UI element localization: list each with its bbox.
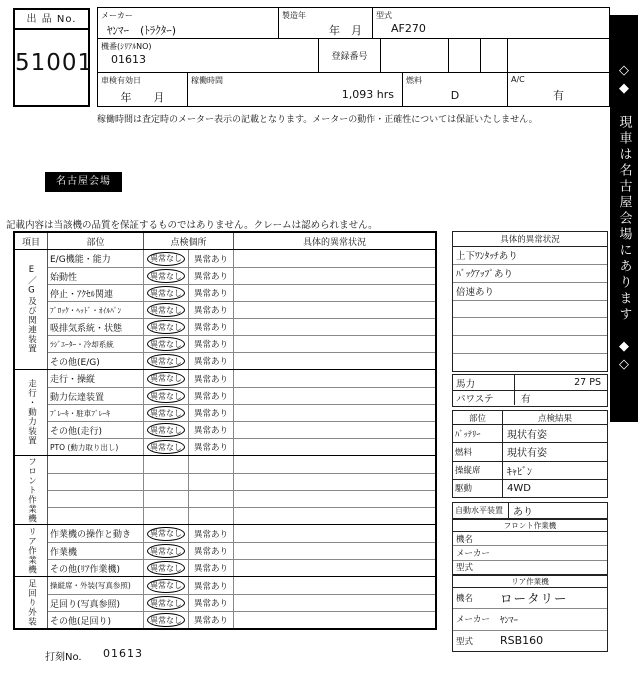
abnormal-status-cell — [234, 456, 435, 473]
no-abnormality-cell — [144, 285, 189, 301]
parts-row-fuel — [453, 442, 607, 460]
inspection-row — [48, 490, 435, 507]
part-name-cell: 足回り(写真参照) — [48, 595, 144, 611]
inspection-group-label — [15, 370, 48, 455]
horsepower-value: 27 PS — [574, 377, 601, 388]
inspection-row — [48, 404, 435, 421]
inspection-group-rows — [48, 577, 435, 628]
header-item: 項目 — [15, 233, 48, 249]
inspection-group — [15, 369, 435, 455]
part-name-cell: その他(走行) — [48, 422, 144, 438]
fuel-cell — [403, 73, 508, 106]
auto-level-value: あり — [513, 507, 533, 518]
part-name-cell — [48, 456, 144, 473]
header-checkpoint: 点検個所 — [144, 233, 234, 249]
parts-row-battery — [453, 425, 607, 442]
no-abnormality-circled-mark: 異常なし — [147, 406, 185, 420]
ac-value: 有 — [553, 89, 564, 102]
abnormality-cell — [189, 474, 234, 490]
no-abnormality-cell — [144, 388, 189, 404]
inspection-group-rows — [48, 525, 435, 576]
parts-header-result: 点検結果 — [537, 413, 572, 424]
part-name-cell: ﾗｼﾞｴｰﾀｰ・冷却系統 — [48, 336, 144, 352]
parts-condition-header — [453, 411, 607, 425]
no-abnormality-cell — [144, 595, 189, 611]
no-abnormality-cell — [144, 439, 189, 455]
hours-label: 稼働時間 — [191, 76, 223, 85]
part-name-cell: PTO (動力取り出し) — [48, 439, 144, 455]
part-name-cell: 動力伝達装置 — [48, 388, 144, 404]
no-abnormality-circled-mark: 異常なし — [147, 389, 185, 403]
front-implement-maker-row — [453, 545, 607, 559]
machine-info-table — [97, 7, 610, 107]
power-steering-row — [453, 390, 607, 405]
rear-maker-label: メーカー — [456, 615, 490, 626]
abnormality-cell: 異常あり — [189, 268, 234, 284]
abnormal-status-cell — [234, 250, 435, 267]
inspection-row — [48, 284, 435, 301]
inspection-row — [48, 421, 435, 438]
abnormal-status-cell — [234, 388, 435, 404]
inspection-row — [48, 352, 435, 369]
abnormal-status-cell — [234, 491, 435, 507]
front-implement-model-row — [453, 560, 607, 574]
model-cell — [373, 8, 609, 38]
rear-model-value: RSB160 — [500, 634, 544, 648]
inspection-group-label — [15, 456, 48, 524]
no-abnormality-circled-mark: 異常なし — [147, 303, 185, 317]
auto-level-label: 自動水平装置 — [453, 503, 509, 518]
hours-value: 1,093 hrs — [341, 88, 394, 101]
hours-cell — [188, 73, 403, 106]
abnormal-status-cell — [234, 595, 435, 611]
abnormal-status-cell — [234, 474, 435, 490]
inspection-group — [15, 250, 435, 369]
abnormality-cell — [189, 491, 234, 507]
ac-label: A/C — [511, 75, 525, 84]
cab-label: 操縦席 — [453, 462, 503, 479]
drive-label: 駆動 — [453, 480, 503, 497]
registration-cell — [319, 39, 381, 72]
machine-info-row-2 — [98, 38, 609, 72]
no-abnormality-cell — [144, 491, 189, 507]
rear-name-value: ロータリー — [500, 591, 568, 607]
inspection-table — [13, 231, 437, 630]
model-value: AF270 — [391, 22, 426, 35]
machine-info-row-1 — [98, 8, 609, 38]
inspection-row — [48, 542, 435, 559]
inspection-group-label-text: 走行・動力装置 — [26, 379, 37, 446]
abnormal-item — [453, 335, 607, 353]
maker-value: ﾔﾝﾏｰ (ﾄﾗｸﾀｰ) — [107, 24, 177, 37]
abnormality-cell: 異常あり — [189, 422, 234, 438]
inspection-group-label — [15, 525, 48, 576]
horsepower-label: 馬力 — [453, 375, 515, 390]
mfg-year-label: 製造年 — [282, 11, 306, 20]
abnormality-cell: 異常あり — [189, 353, 234, 369]
abnormality-cell — [189, 508, 234, 524]
inspection-row — [48, 456, 435, 473]
fuel-part-label: 燃料 — [453, 443, 503, 460]
meter-note: 稼働時間は査定時のメーター表示の記載となります。メーターの動作・正確性については保証いたしません。 — [97, 115, 538, 125]
abnormality-cell: 異常あり — [189, 439, 234, 455]
no-abnormality-circled-mark: 異常なし — [147, 613, 185, 627]
battery-value: 現状有姿 — [507, 430, 547, 442]
no-abnormality-cell — [144, 560, 189, 576]
no-abnormality-cell — [144, 353, 189, 369]
inspection-group — [15, 524, 435, 576]
abnormality-cell: 異常あり — [189, 525, 234, 542]
front-implement-box — [452, 519, 608, 575]
rear-implement-maker-row — [453, 608, 607, 629]
stamp-no-value: 01613 — [103, 647, 143, 660]
part-name-cell: ﾌﾞﾛｯｸ・ﾍｯﾄﾞ・ｵｲﾙﾊﾟﾝ — [48, 302, 144, 318]
no-abnormality-cell — [144, 474, 189, 490]
abnormal-rows — [453, 247, 607, 371]
rear-implement-name-row — [453, 588, 607, 608]
inspection-row — [48, 611, 435, 628]
spec-box — [452, 374, 608, 407]
inspection-row — [48, 473, 435, 490]
abnormal-status-cell — [234, 508, 435, 524]
model-label: 型式 — [376, 11, 392, 20]
inspection-group-label-text: フロント作業機 — [26, 456, 37, 524]
abnormal-status-cell — [234, 319, 435, 335]
disclaimer-text: 記載内容は当該機の品質を保証するものではありません。クレームは認められません。 — [6, 220, 378, 231]
abnormality-cell: 異常あり — [189, 302, 234, 318]
inspection-expiry-value: 年 月 — [120, 91, 165, 104]
inspection-row — [48, 438, 435, 455]
exhibit-no-value: 51001 — [15, 50, 94, 76]
part-name-cell: E/G機能・能力 — [48, 250, 144, 267]
rear-implement-box — [452, 575, 608, 652]
rear-model-label: 型式 — [456, 636, 474, 647]
part-name-cell — [48, 508, 144, 524]
no-abnormality-cell — [144, 336, 189, 352]
no-abnormality-circled-mark: 異常なし — [147, 354, 185, 368]
inspection-group-label-text: 足回り外装 — [26, 578, 37, 627]
abnormal-status-cell — [234, 612, 435, 628]
cab-value: ｷｬﾋﾞﾝ — [507, 466, 532, 478]
inspection-group-label — [15, 577, 48, 628]
fuel-label: 燃料 — [406, 76, 422, 85]
inspection-row — [48, 507, 435, 524]
no-abnormality-cell — [144, 370, 189, 387]
rear-implement-model-row — [453, 630, 607, 651]
part-name-cell: 吸排気系統・状態 — [48, 319, 144, 335]
parts-row-cab — [453, 461, 607, 479]
no-abnormality-cell — [144, 612, 189, 628]
abnormality-cell — [189, 456, 234, 473]
inspection-group-label — [15, 250, 48, 369]
inspection-group-label-text: リア作業機 — [26, 526, 37, 575]
part-name-cell: その他(ﾘｱ作業機) — [48, 560, 144, 576]
inspection-group — [15, 576, 435, 628]
no-abnormality-cell — [144, 456, 189, 473]
front-maker-label: メーカー — [456, 548, 490, 559]
front-name-label: 機名 — [456, 534, 474, 545]
abnormality-cell: 異常あり — [189, 285, 234, 301]
no-abnormality-circled-mark: 異常なし — [147, 544, 185, 558]
abnormal-item: ﾊﾞｯｸｱｯﾌﾟあり — [453, 264, 607, 282]
abnormality-cell: 異常あり — [189, 612, 234, 628]
abnormal-status-cell — [234, 302, 435, 318]
no-abnormality-circled-mark: 異常なし — [147, 596, 185, 610]
inspection-row — [48, 267, 435, 284]
abnormal-status-cell — [234, 285, 435, 301]
no-abnormality-circled-mark: 異常なし — [147, 423, 185, 437]
inspection-row — [48, 318, 435, 335]
inspection-row — [48, 387, 435, 404]
no-abnormality-cell — [144, 543, 189, 559]
horsepower-row — [453, 375, 607, 390]
abnormal-detail-box — [452, 231, 608, 372]
no-abnormality-circled-mark: 異常なし — [147, 286, 185, 300]
inspection-group-label-text: E／G及び関連装置 — [26, 265, 37, 354]
abnormal-item: 倍速あり — [453, 282, 607, 300]
serial-value: 01613 — [111, 53, 146, 66]
inspection-row — [48, 525, 435, 542]
no-abnormality-circled-mark: 異常なし — [147, 320, 185, 334]
power-steering-label: パワステ — [453, 391, 515, 405]
no-abnormality-cell — [144, 508, 189, 524]
parts-condition-box — [452, 410, 608, 498]
serial-label: 機番(ｼﾘｱﾙNO) — [101, 42, 152, 51]
abnormality-cell: 異常あり — [189, 388, 234, 404]
abnormality-cell: 異常あり — [189, 319, 234, 335]
inspection-group-rows — [48, 250, 435, 369]
ac-cell — [508, 73, 609, 106]
abnormal-status-cell — [234, 577, 435, 594]
abnormal-detail-header: 具体的異常状況 — [453, 232, 607, 247]
part-name-cell: 作業機の操作と動き — [48, 525, 144, 542]
part-name-cell — [48, 491, 144, 507]
part-name-cell: 走行・操縦 — [48, 370, 144, 387]
machine-info-row-3 — [98, 72, 609, 106]
abnormal-status-cell — [234, 268, 435, 284]
no-abnormality-circled-mark: 異常なし — [147, 527, 185, 541]
rear-maker-value: ﾔﾝﾏｰ — [500, 615, 519, 626]
front-model-label: 型式 — [456, 563, 474, 574]
inspection-row — [48, 594, 435, 611]
abnormal-status-cell — [234, 370, 435, 387]
stamp-no-label: 打刻No. — [45, 652, 82, 663]
abnormal-item — [453, 317, 607, 335]
empty-cell-3 — [508, 39, 609, 72]
abnormal-item — [453, 300, 607, 318]
abnormality-cell: 異常あり — [189, 595, 234, 611]
venue-label: 名古屋会場 — [45, 172, 122, 192]
header-part: 部位 — [48, 233, 144, 249]
abnormal-status-cell — [234, 543, 435, 559]
inspection-expiry-label: 車検有効日 — [101, 76, 141, 85]
maker-cell — [98, 8, 279, 38]
no-abnormality-circled-mark: 異常なし — [147, 269, 185, 283]
no-abnormality-circled-mark: 異常なし — [147, 561, 185, 575]
abnormal-status-cell — [234, 336, 435, 352]
exhibit-no-label: 出 品 No. — [15, 10, 88, 30]
part-name-cell: その他(足回り) — [48, 612, 144, 628]
abnormality-cell: 異常あり — [189, 336, 234, 352]
abnormal-status-cell — [234, 525, 435, 542]
parts-row-drive — [453, 479, 607, 497]
inspection-row — [48, 250, 435, 267]
venue-banner — [610, 15, 638, 422]
empty-cell-2 — [481, 39, 508, 72]
abnormal-item — [453, 353, 607, 371]
header-abnormal-status: 具体的異常状況 — [302, 237, 366, 248]
abnormality-cell: 異常あり — [189, 577, 234, 594]
abnormality-cell: 異常あり — [189, 250, 234, 267]
part-name-cell: ﾌﾞﾚｰｷ・駐車ﾌﾞﾚｰｷ — [48, 405, 144, 421]
parts-header-part: 部位 — [453, 411, 503, 424]
inspection-row — [48, 335, 435, 352]
fuel-part-value: 現状有姿 — [507, 448, 547, 460]
auto-level-box — [452, 502, 608, 519]
part-name-cell: 作業機 — [48, 543, 144, 559]
drive-value: 4WD — [507, 482, 531, 494]
power-steering-value: 有 — [521, 394, 531, 405]
abnormal-item: 上下ﾜﾝﾀｯﾁあり — [456, 251, 518, 263]
serial-cell — [98, 39, 319, 72]
fuel-value: D — [450, 89, 460, 102]
no-abnormality-circled-mark: 異常なし — [147, 372, 185, 386]
abnormal-status-cell — [234, 439, 435, 455]
no-abnormality-cell — [144, 405, 189, 421]
rear-implement-header: リア作業機 — [453, 576, 607, 588]
no-abnormality-cell — [144, 250, 189, 267]
no-abnormality-cell — [144, 319, 189, 335]
mfg-year-value: 年 月 — [329, 24, 362, 37]
part-name-cell: その他(E/G) — [48, 353, 144, 369]
part-name-cell: 操縦席・外装(写真参照) — [48, 577, 144, 594]
abnormality-cell: 異常あり — [189, 560, 234, 576]
no-abnormality-cell — [144, 525, 189, 542]
no-abnormality-cell — [144, 422, 189, 438]
no-abnormality-cell — [144, 302, 189, 318]
part-name-cell: 停止・ｱｸｾﾙ関連 — [48, 285, 144, 301]
venue-banner-text: ◇◆ 現車は名古屋会場にあります ◆◇ — [616, 62, 632, 375]
front-implement-name-row — [453, 532, 607, 545]
part-name-cell: 始動性 — [48, 268, 144, 284]
battery-label: ﾊﾞｯﾃﾘｰ — [453, 425, 503, 442]
inspection-expiry-cell — [98, 73, 188, 106]
empty-cell-1 — [449, 39, 481, 72]
registration-value-cell — [381, 39, 449, 72]
no-abnormality-circled-mark: 異常なし — [147, 252, 185, 266]
rear-name-label: 機名 — [456, 594, 474, 605]
abnormality-cell: 異常あり — [189, 370, 234, 387]
inspection-group-rows — [48, 370, 435, 455]
no-abnormality-cell — [144, 268, 189, 284]
inspection-row — [48, 577, 435, 594]
abnormal-status-cell — [234, 560, 435, 576]
no-abnormality-cell — [144, 577, 189, 594]
maker-label: メーカー — [101, 11, 133, 20]
no-abnormality-circled-mark: 異常なし — [147, 440, 185, 454]
inspection-row — [48, 559, 435, 576]
inspection-row — [48, 301, 435, 318]
part-name-cell — [48, 474, 144, 490]
abnormal-status-cell — [234, 405, 435, 421]
inspection-table-header — [15, 233, 435, 250]
no-abnormality-circled-mark: 異常なし — [147, 579, 185, 593]
abnormality-cell: 異常あり — [189, 405, 234, 421]
abnormal-status-cell — [234, 353, 435, 369]
abnormal-status-cell — [234, 422, 435, 438]
inspection-group — [15, 455, 435, 524]
abnormality-cell: 異常あり — [189, 543, 234, 559]
front-implement-header: フロント作業機 — [453, 520, 607, 532]
inspection-groups — [15, 250, 435, 628]
mfg-year-cell — [279, 8, 373, 38]
parts-rows — [453, 425, 607, 497]
exhibit-no-box — [13, 8, 94, 107]
inspection-row — [48, 370, 435, 387]
no-abnormality-circled-mark: 異常なし — [147, 337, 185, 351]
registration-label: 登録番号 — [331, 52, 368, 62]
inspection-group-rows — [48, 456, 435, 524]
